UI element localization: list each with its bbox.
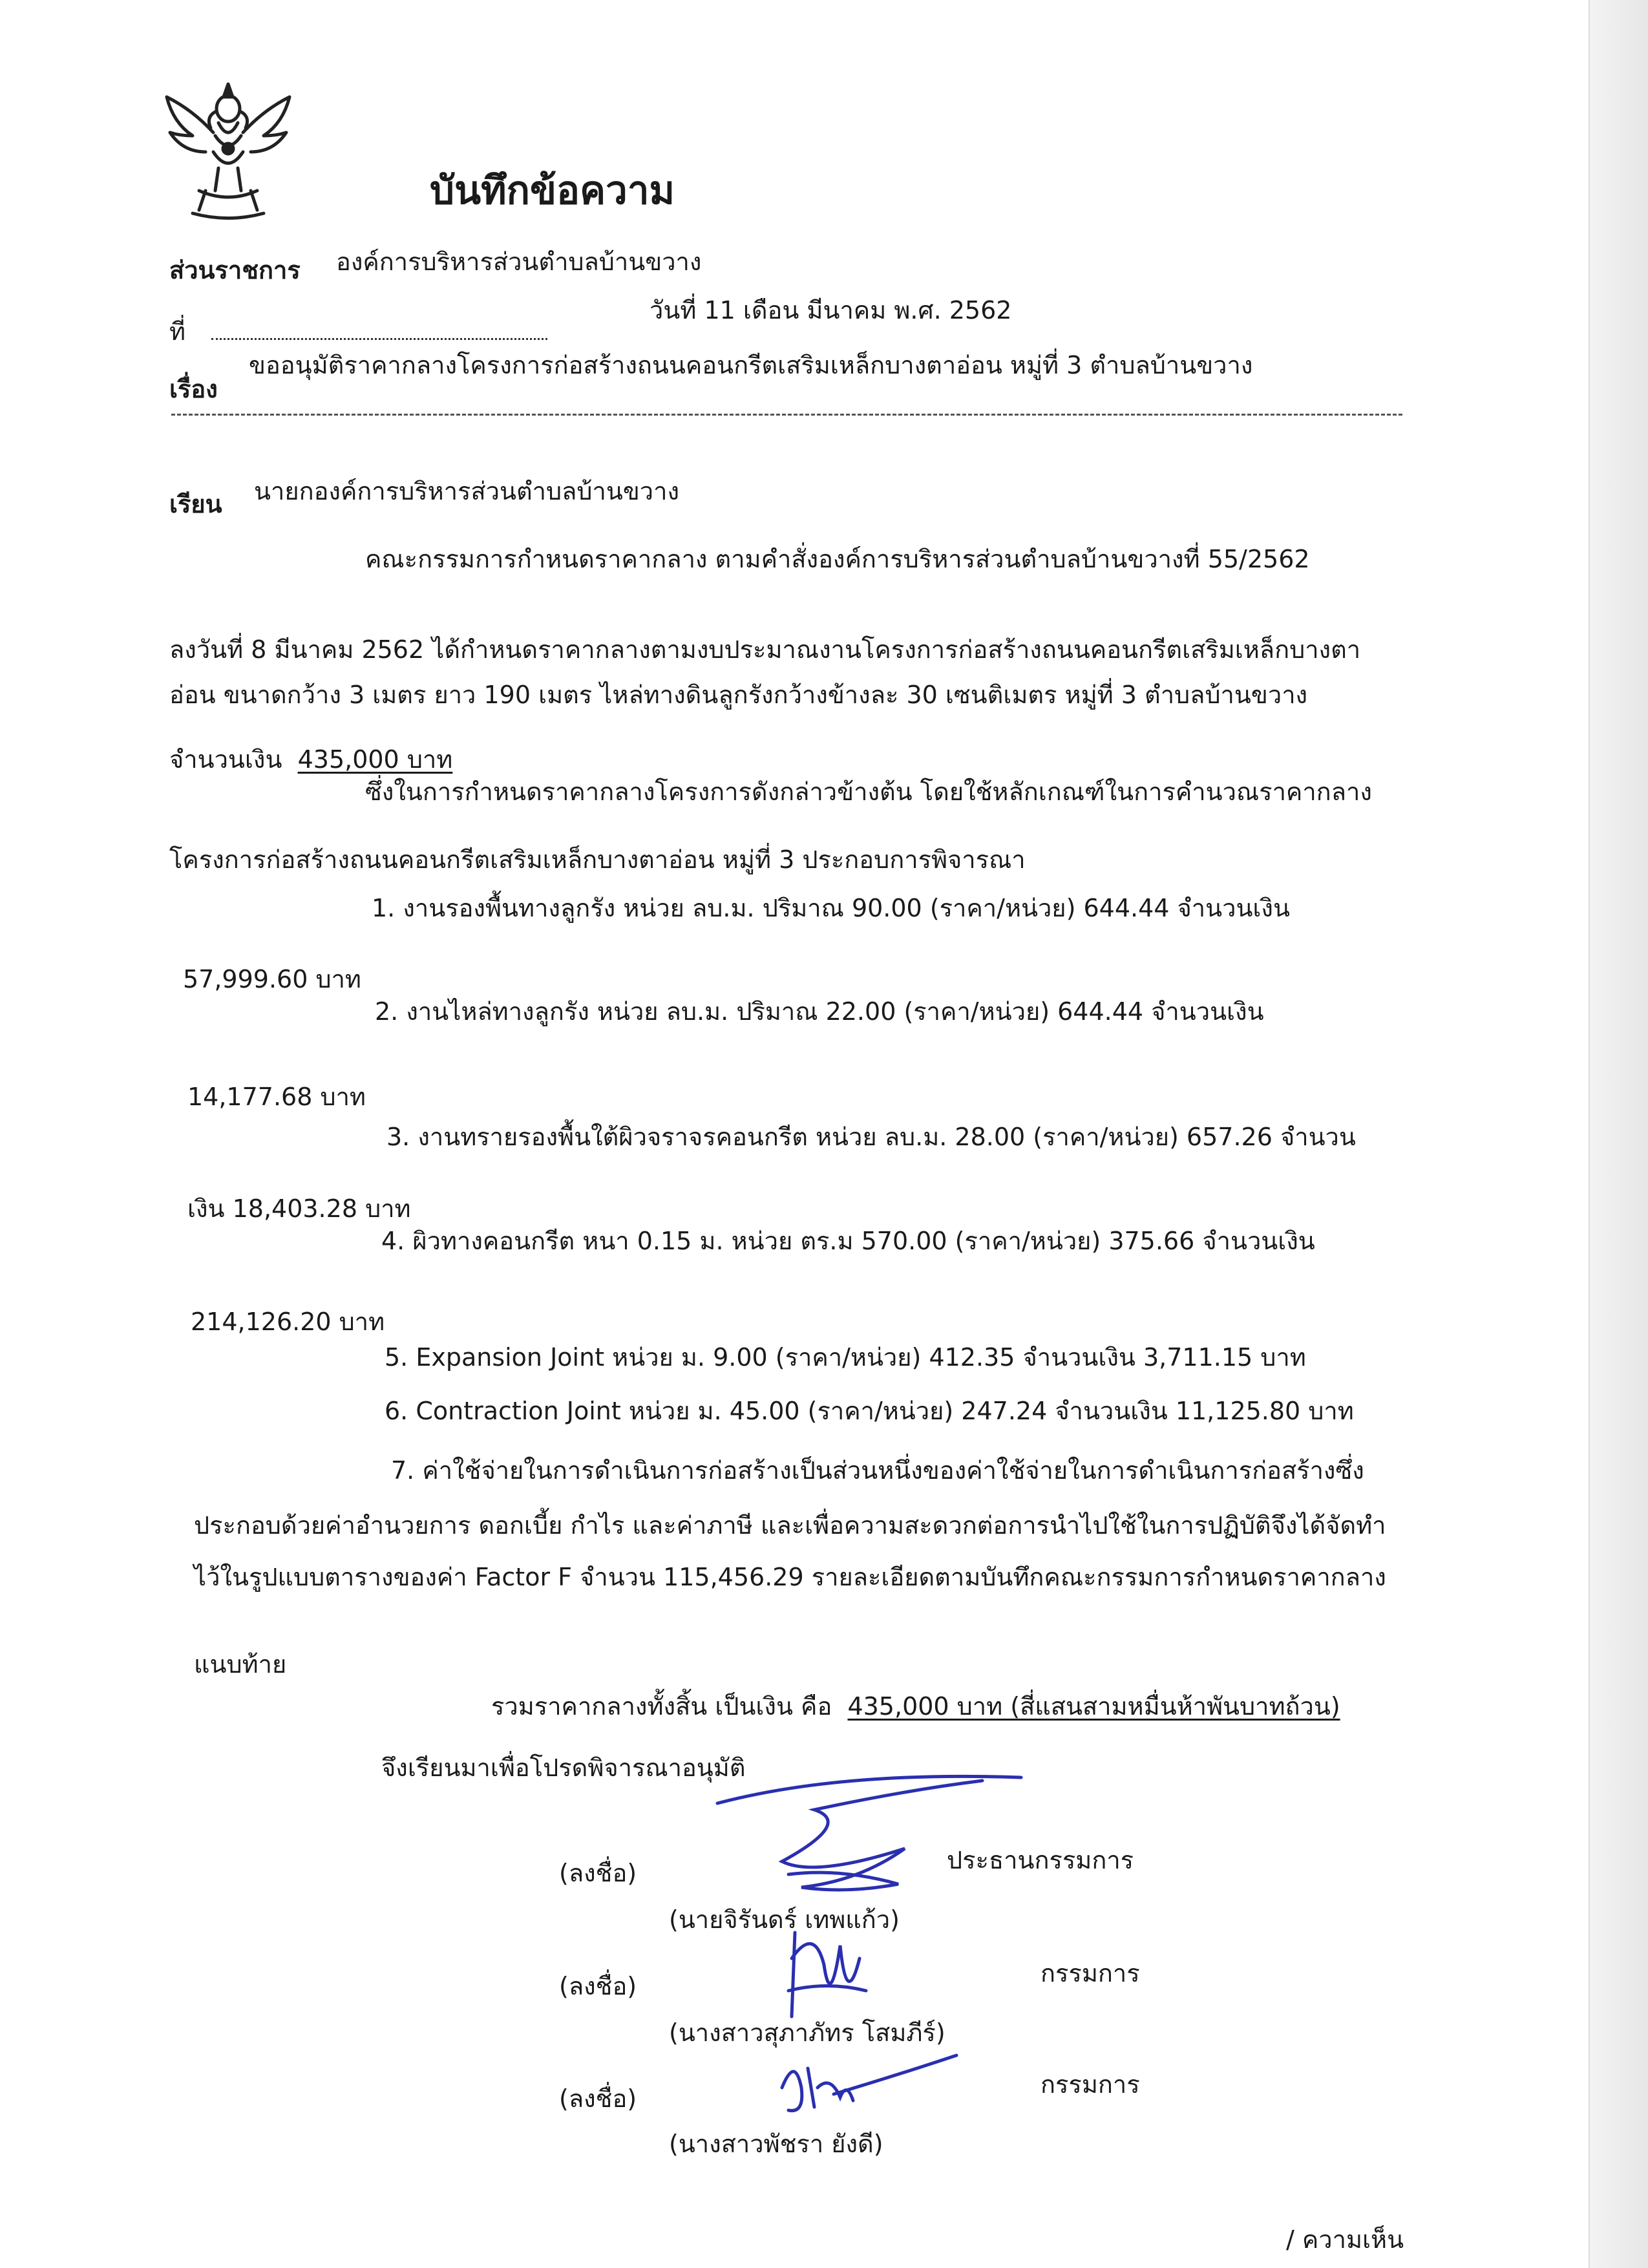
document-title: บันทึกข้อความ (430, 168, 675, 213)
ref-label: ที่ (169, 317, 186, 346)
continuation-text: / ความเห็น (1286, 2225, 1404, 2254)
total-line (491, 1690, 1340, 1722)
subject-value: ขออนุมัติราคากลางโครงการก่อสร้างถนนคอนกรีตเสริมเหล็กบางตาอ่อน หมู่ที่ 3 ตำบลบ้านขวาง (249, 351, 1253, 379)
garuda-emblem-icon (154, 71, 302, 226)
signature-3-role: กรรมการ (1041, 2070, 1140, 2099)
subject-label: เรื่อง (169, 375, 218, 403)
date-text: วันที่ 11 เดือน มีนาคม พ.ศ. 2562 (650, 296, 1012, 324)
addressee-value: นายกองค์การบริหารส่วนตำบลบ้านขวาง (254, 477, 680, 505)
signature-2-label: (ลงชื่อ) (559, 1972, 637, 2000)
paragraph-2-line-1: ซึ่งในการกำหนดราคากลางโครงการดังกล่าวข้างต้น โดยใช้หลักเกณฑ์ในการคำนวณราคากลาง (365, 778, 1372, 806)
total-amount: 435,000 บาท (สี่แสนสามหมื่นห้าพันบาทถ้วน) (847, 1692, 1340, 1721)
item-1-line-1: 1. งานรองพื้นทางลูกรัง หน่วย ลบ.ม. ปริมาณ 90.00 (ราคา/หน่วย) 644.44 จำนวนเงิน (372, 894, 1290, 922)
item-4-line-1: 4. ผิวทางคอนกรีต หนา 0.15 ม. หน่วย ตร.ม 570.00 (ราคา/หน่วย) 375.66 จำนวนเงิน (381, 1227, 1315, 1255)
item-5-line-1: 5. Expansion Joint หน่วย ม. 9.00 (ราคา/หน่วย) 412.35 จำนวนเงิน 3,711.15 บาท (385, 1343, 1306, 1372)
agency-value: องค์การบริหารส่วนตำบลบ้านขวาง (336, 248, 702, 276)
addressee-label: เรียน (169, 490, 222, 518)
signature-2-role: กรรมการ (1041, 1959, 1140, 1987)
signature-1-role: ประธานกรรมการ (947, 1846, 1134, 1874)
item-3-line-1: 3. งานทรายรองพื้นใต้ผิวจราจรคอนกรีต หน่วย ลบ.ม. 28.00 (ราคา/หน่วย) 657.26 จำนวน (386, 1123, 1356, 1151)
item-6-line-1: 6. Contraction Joint หน่วย ม. 45.00 (ราคา/หน่วย) 247.24 จำนวนเงิน 11,125.80 บาท (385, 1397, 1354, 1425)
ref-row (169, 315, 547, 348)
amount-prefix: จำนวนเงิน (169, 745, 282, 774)
item-4-line-2: 214,126.20 บาท (191, 1308, 385, 1336)
signature-2-name: (นางสาวสุภาภัทร โสมภีร์) (669, 2019, 945, 2047)
agency-label: ส่วนราชการ (169, 256, 301, 284)
item-7-line-4: แนบท้าย (194, 1650, 287, 1679)
item-3-line-2: เงิน 18,403.28 บาท (187, 1194, 411, 1223)
closing-text: จึงเรียนมาเพื่อโปรดพิจารณาอนุมัติ (381, 1754, 746, 1782)
signature-1-name: (นายจิรันดร์ เทพแก้ว) (669, 1905, 900, 1934)
paragraph-2-line-2: โครงการก่อสร้างถนนคอนกรีตเสริมเหล็กบางตาอ่อน หมู่ที่ 3 ประกอบการพิจารณา (169, 845, 1026, 874)
header-divider (171, 414, 1402, 416)
paragraph-1-line-2: ลงวันที่ 8 มีนาคม 2562 ได้กำหนดราคากลางตามงบประมาณงานโครงการก่อสร้างถนนคอนกรีตเสริมเหล็กบางตา (169, 635, 1361, 664)
total-prefix: รวมราคากลางทั้งสิ้น เป็นเงิน คือ (491, 1692, 832, 1721)
page-edge (1589, 0, 1648, 2268)
paragraph-1-line-3: อ่อน ขนาดกว้าง 3 เมตร ยาว 190 เมตร ไหล่ทางดินลูกรังกว้างข้างละ 30 เซนติเมตร หมู่ที่ 3 ตำบลบ้านขวาง (169, 681, 1308, 709)
signature-3-scribble (769, 2049, 963, 2120)
item-7-line-2: ประกอบด้วยค่าอำนวยการ ดอกเบี้ย กำไร และค่าภาษี และเพื่อความสะดวกต่อการนำไปใช้ในการปฏิบัติจึงได้จัดทำ (194, 1511, 1386, 1540)
item-2-line-2: 14,177.68 บาท (187, 1083, 366, 1111)
signature-3-label: (ลงชื่อ) (559, 2084, 637, 2113)
item-1-line-2: 57,999.60 บาท (183, 965, 361, 993)
paragraph-1-line-4 (169, 743, 452, 776)
item-7-line-3: ไว้ในรูปแบบตารางของค่า Factor F จำนวน 115,456.29 รายละเอียดตามบันทึกคณะกรรมการกำหนดราคากลาง (194, 1563, 1386, 1591)
signature-2-scribble (776, 1920, 879, 2030)
signature-1-scribble (711, 1765, 1047, 1907)
item-2-line-1: 2. งานไหล่ทางลูกรัง หน่วย ลบ.ม. ปริมาณ 22.00 (ราคา/หน่วย) 644.44 จำนวนเงิน (375, 997, 1264, 1026)
signature-1-label: (ลงชื่อ) (559, 1859, 637, 1887)
amount-value: 435,000 บาท (297, 745, 453, 774)
signature-3-name: (นางสาวพัชรา ยังดี) (669, 2130, 883, 2158)
ref-dotted-line (211, 316, 547, 340)
item-7-line-1: 7. ค่าใช้จ่ายในการดำเนินการก่อสร้างเป็นส่วนหนึ่งของค่าใช้จ่ายในการดำเนินการก่อสร้างซึ่ง (391, 1456, 1364, 1485)
paragraph-1-line-1: คณะกรรมการกำหนดราคากลาง ตามคำสั่งองค์การบริหารส่วนตำบลบ้านขวางที่ 55/2562 (365, 545, 1310, 573)
